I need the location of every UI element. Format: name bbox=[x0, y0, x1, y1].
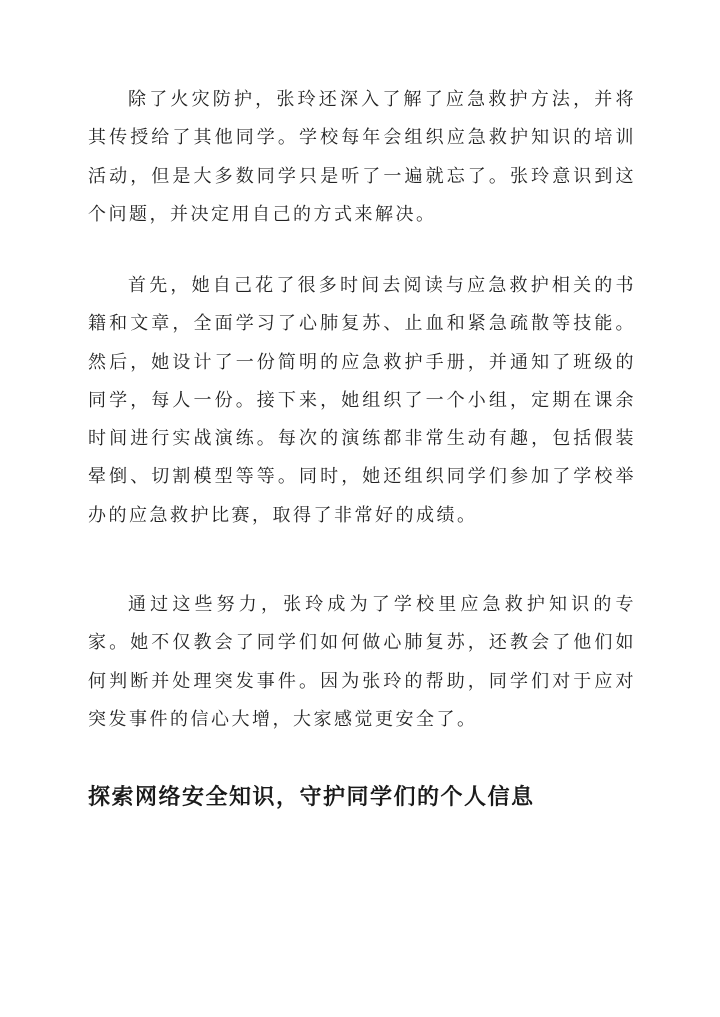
section-heading: 探索网络安全知识，守护同学们的个人信息 bbox=[88, 784, 535, 810]
paragraph-fire-and-first-aid: 除了火灾防护，张玲还深入了解了应急救护方法，并将其传授给了其他同学。学校每年会组织应急救护知识的培训活动，但是大多数同学只是听了一遍就忘了。张玲意识到这个问题，并决定用自己的方式来解决。 bbox=[88, 89, 636, 225]
paragraph-first-aid-training: 首先，她自己花了很多时间去阅读与应急救护相关的书籍和文章，全面学习了心肺复苏、止血和紧急疏散等技能。然后，她设计了一份简明的应急救护手册，并通知了班级的同学，每人一份。接下来，她组织了一个小组，定期在课余时间进行实战演练。每次的演练都非常生动有趣，包括假装晕倒、切割模型等等。同时，她还组织同学们参加了学校举办的应急救护比赛，取得了非常好的成绩。 bbox=[88, 275, 636, 526]
paragraph-first-aid-expert: 通过这些努力，张玲成为了学校里应急救护知识的专家。她不仅教会了同学们如何做心肺复苏，还教会了他们如何判断并处理突发事件。因为张玲的帮助，同学们对于应对突发事件的信心大增，大家感觉更安全了。 bbox=[88, 594, 636, 730]
